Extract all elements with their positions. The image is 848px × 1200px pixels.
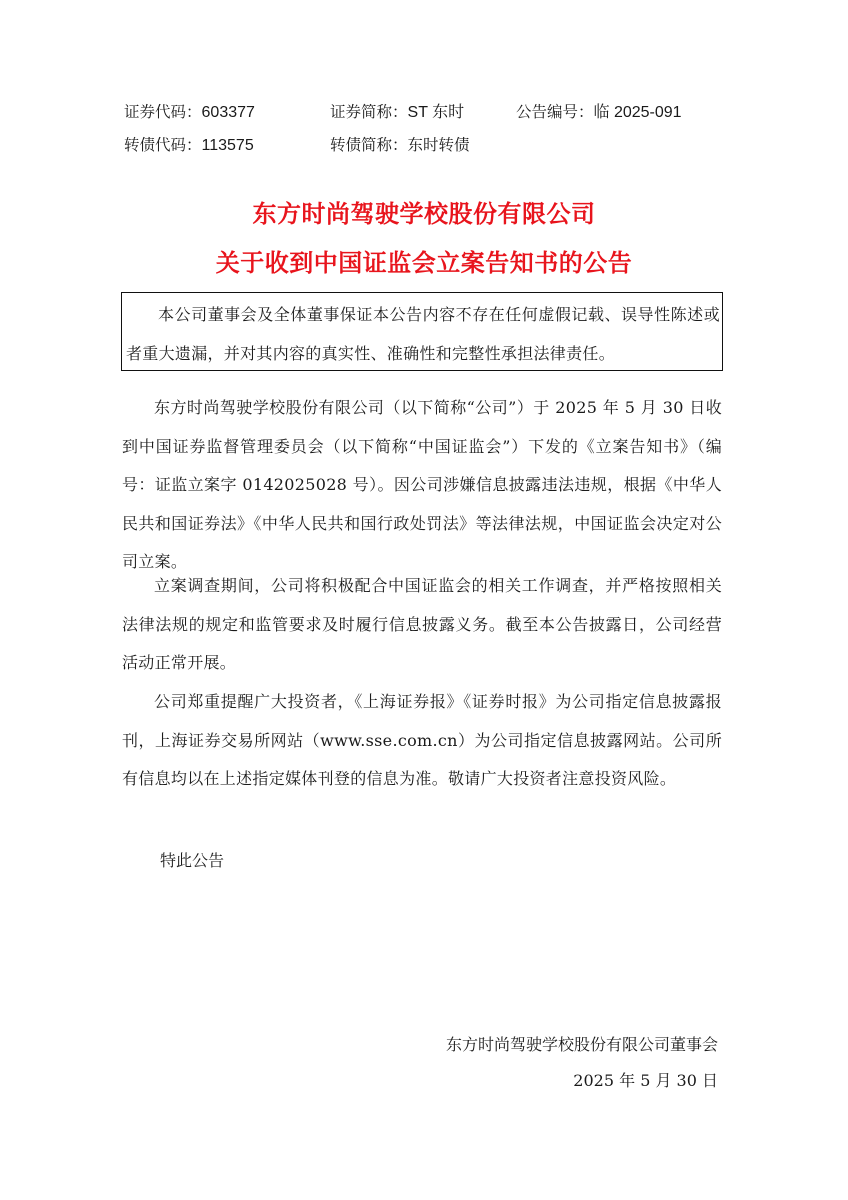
signature-date: 2025 年 5 月 30 日 [573, 1071, 718, 1090]
signature-org: 东方时尚驾驶学校股份有限公司董事会 [445, 1035, 718, 1054]
announcement-title: 关于收到中国证监会立案告知书的公告 [215, 249, 633, 277]
board-guarantee-box [121, 292, 723, 371]
security-code: 证券代码：603377 [124, 103, 255, 121]
bond-short-name: 转债简称：东时转债 [330, 136, 470, 154]
security-short-name: 证券简称：ST 东时 [330, 103, 465, 121]
board-guarantee-text: 本公司董事会及全体董事保证本公告内容不存在任何虚假记载、误导性陈述或者重大遗漏，并对其内容的真实性、准确性和完整性承担法律责任。 [126, 305, 720, 363]
announcement-number: 公告编号：临 2025-091 [516, 103, 682, 121]
bond-code: 转债代码：113575 [124, 136, 254, 154]
closing-statement: 特此公告 [160, 851, 225, 870]
paragraph-investor-reminder: 公司郑重提醒广大投资者，《上海证券报》《证券时报》为公司指定信息披露报刊，上海证券交易所网站（www.sse.com.cn）为公司指定信息披露网站。公司所有信息均以在上述指定媒体刊登的信息为准。敬请广大投资者注意投资风险。 [122, 692, 722, 788]
company-title: 东方时尚驾驶学校股份有限公司 [252, 200, 596, 228]
paragraph-investigation: 立案调查期间，公司将积极配合中国证监会的相关工作调查，并严格按照相关法律法规的规定和监管要求及时履行信息披露义务。截至本公告披露日，公司经营活动正常开展。 [122, 576, 722, 672]
paragraph-case-notice: 东方时尚驾驶学校股份有限公司（以下简称“公司”）于 2025 年 5 月 30 日收到中国证券监督管理委员会（以下简称“中国证监会”）下发的《立案告知书》（编号：证监立案字 0142025028 号）。因公司涉嫌信息披露违法违规，根据《中华人民共和国证券法》《中华人民共和国行政处罚法》等法律法规，中国证监会决定对公司立案。 [122, 398, 722, 571]
